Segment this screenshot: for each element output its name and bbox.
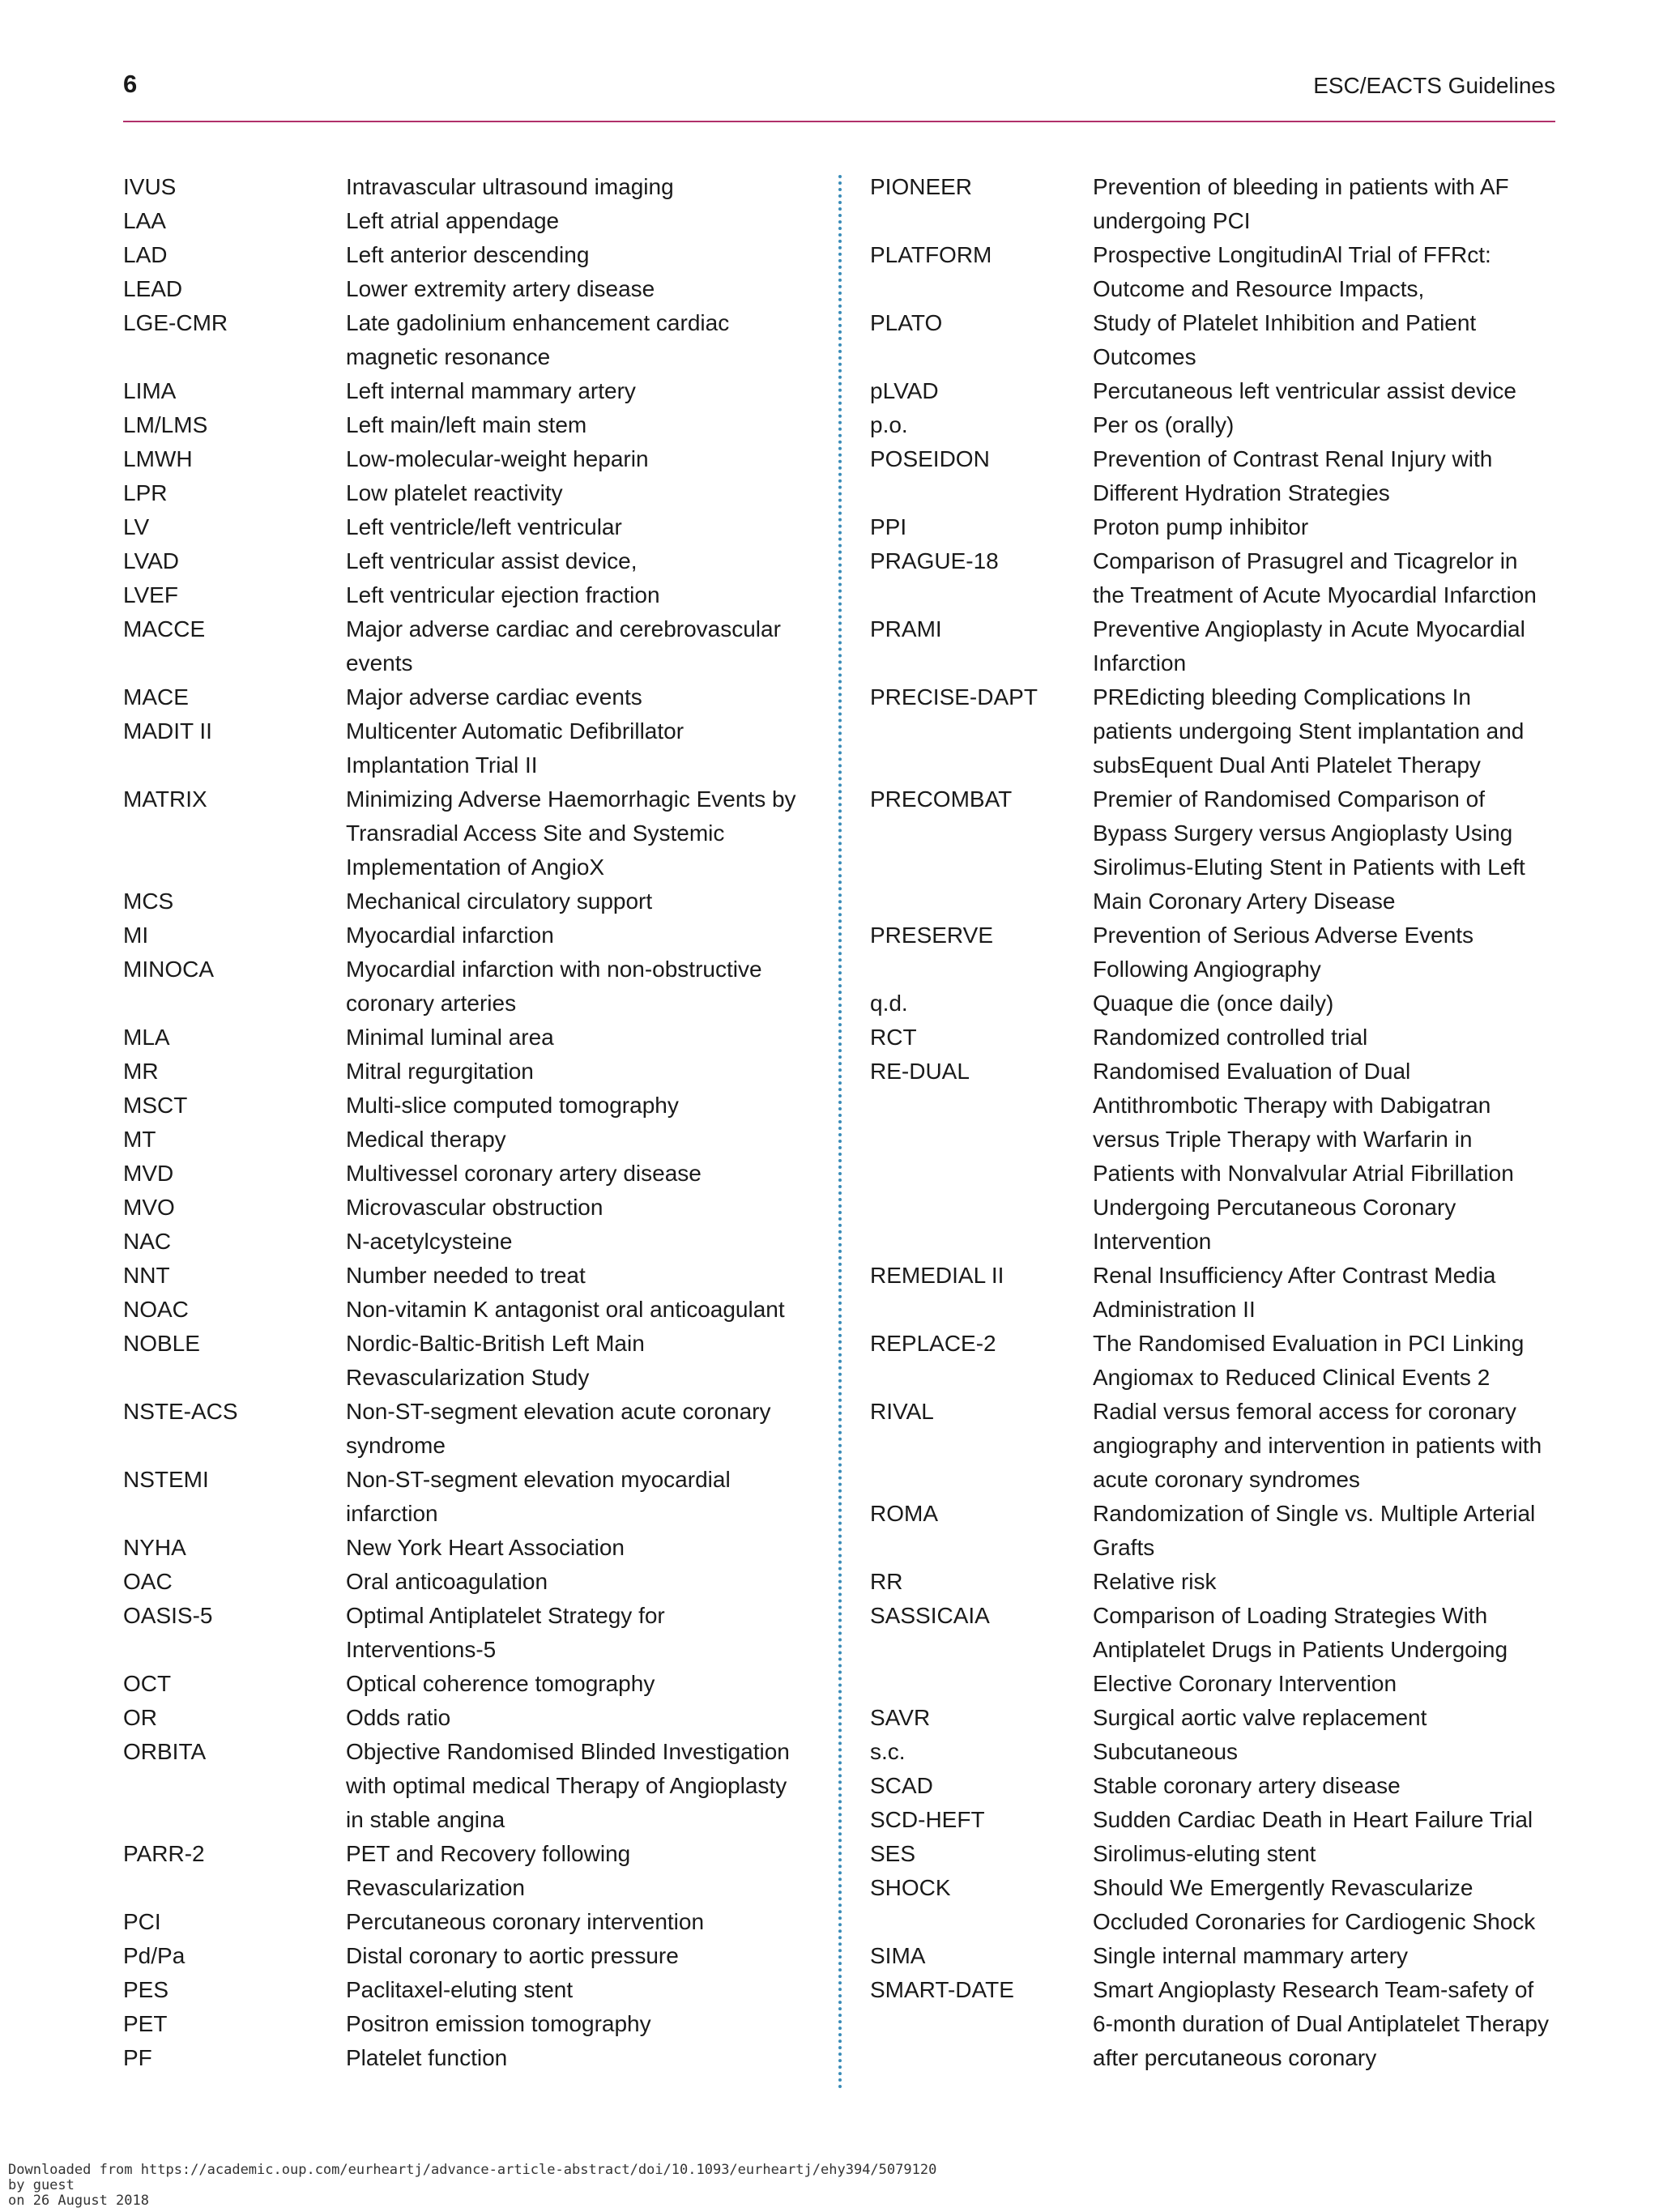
abbreviation-entry xyxy=(123,1565,804,1599)
abbreviation-entry xyxy=(870,1055,1550,1259)
abbreviation: PLATFORM xyxy=(870,242,992,267)
abbreviation-entry xyxy=(870,1871,1550,1939)
abbreviation: LAA xyxy=(123,208,166,233)
abbreviation-entry xyxy=(123,1293,804,1327)
abbreviation-definition: Randomization of Single vs. Multiple Arterial Grafts xyxy=(1093,1501,1536,1560)
abbreviation-entry xyxy=(123,1123,804,1157)
abbreviation: MT xyxy=(123,1127,156,1152)
abbreviation: LVEF xyxy=(123,582,178,607)
abbreviation-definition: Left ventricular assist device, xyxy=(346,548,638,573)
abbreviation-definition: Left atrial appendage xyxy=(346,208,560,233)
abbreviation: PRECOMBAT xyxy=(870,786,1013,812)
abbreviation-entry xyxy=(123,1157,804,1191)
abbreviation-entry xyxy=(123,1905,804,1939)
abbreviation: LV xyxy=(123,514,150,539)
abbreviation-entry xyxy=(870,1837,1550,1871)
abbreviation-definition: Medical therapy xyxy=(346,1127,506,1152)
abbreviation-entry xyxy=(123,782,804,884)
abbreviation-entry xyxy=(123,1463,804,1531)
abbreviation-definition: Left anterior descending xyxy=(346,242,590,267)
abbreviation: MCS xyxy=(123,889,174,914)
abbreviation-definition: Objective Randomised Blinded Investigation with optimal medical Therapy of Angioplasty in stable angina xyxy=(346,1739,790,1832)
abbreviation: NSTEMI xyxy=(123,1467,209,1492)
abbreviation-definition: Minimal luminal area xyxy=(346,1025,554,1050)
abbreviation: OAC xyxy=(123,1569,173,1594)
abbreviation-definition: Microvascular obstruction xyxy=(346,1195,603,1220)
abbreviation: RIVAL xyxy=(870,1399,934,1424)
abbreviation-definition: Comparison of Loading Strategies With Antiplatelet Drugs in Patients Undergoing Elective Coronary Intervention xyxy=(1093,1603,1508,1696)
abbreviation: MATRIX xyxy=(123,786,207,812)
abbreviation-definition: Preventive Angioplasty in Acute Myocardial Infarction xyxy=(1093,616,1525,676)
abbreviation-definition: Randomised Evaluation of Dual Antithrombotic Therapy with Dabigatran versus Triple Therapy with Warfarin in Patients with Nonvalvular Atrial Fibrillation Undergoing Percutaneous Coronary Intervention xyxy=(1093,1059,1514,1254)
abbreviation: RR xyxy=(870,1569,903,1594)
abbreviation: PET xyxy=(123,2011,168,2036)
abbreviation-definition: Comparison of Prasugrel and Ticagrelor in the Treatment of Acute Myocardial Infarction xyxy=(1093,548,1537,607)
abbreviation-definition: Left internal mammary artery xyxy=(346,378,636,403)
abbreviation: SASSICAIA xyxy=(870,1603,990,1628)
running-title: ESC/EACTS Guidelines xyxy=(1313,73,1555,98)
abbreviation-definition: PET and Recovery following Revascularization xyxy=(346,1841,631,1900)
abbreviation-definition: Radial versus femoral access for coronary angiography and intervention in patients with acute coronary syndromes xyxy=(1093,1399,1542,1492)
abbreviation-entry xyxy=(870,442,1550,510)
abbreviation: PES xyxy=(123,1977,169,2002)
abbreviation: PRAGUE-18 xyxy=(870,548,999,573)
abbreviation-entry xyxy=(123,1837,804,1905)
abbreviation-definition: Prevention of Serious Adverse Events Following Angiography xyxy=(1093,923,1474,982)
abbreviation-definition: Optical coherence tomography xyxy=(346,1671,655,1696)
abbreviation-entry xyxy=(870,1803,1550,1837)
abbreviation-definition: PREdicting bleeding Complications In patients undergoing Stent implantation and subsEquent Dual Anti Platelet Therapy xyxy=(1093,684,1525,778)
abbreviation: SMART-DATE xyxy=(870,1977,1014,2002)
abbreviation-entry xyxy=(870,1259,1550,1327)
abbreviation-entry xyxy=(870,918,1550,987)
abbreviation: SES xyxy=(870,1841,916,1866)
abbreviation-definition: Prevention of Contrast Renal Injury with Different Hydration Strategies xyxy=(1093,446,1493,505)
abbreviation: IVUS xyxy=(123,174,177,199)
abbreviation-definition: Non-ST-segment elevation myocardial infarction xyxy=(346,1467,731,1526)
abbreviation-entry xyxy=(123,544,804,578)
abbreviation: RCT xyxy=(870,1025,917,1050)
abbreviation-definition: Distal coronary to aortic pressure xyxy=(346,1943,679,1968)
abbreviation: PIONEER xyxy=(870,174,973,199)
abbreviation: PCI xyxy=(123,1909,161,1934)
abbreviation-definition: Intravascular ultrasound imaging xyxy=(346,174,674,199)
abbreviation-entry xyxy=(123,1735,804,1837)
abbreviation-entry xyxy=(123,578,804,612)
abbreviation-entry xyxy=(123,953,804,1021)
abbreviation: SIMA xyxy=(870,1943,926,1968)
abbreviation: ORBITA xyxy=(123,1739,207,1764)
abbreviation-definition: Non-vitamin K antagonist oral anticoagulant xyxy=(346,1297,785,1322)
abbreviation: MVD xyxy=(123,1161,174,1186)
abbreviation-entry xyxy=(870,1497,1550,1565)
abbreviation-entry xyxy=(870,306,1550,374)
abbreviation-entry xyxy=(870,1735,1550,1769)
abbreviation-definition: Randomized controlled trial xyxy=(1093,1025,1368,1050)
abbreviation-definition: Non-ST-segment elevation acute coronary syndrome xyxy=(346,1399,771,1458)
abbreviation-definition: Low-molecular-weight heparin xyxy=(346,446,649,471)
abbreviation-definition: Study of Platelet Inhibition and Patient Outcomes xyxy=(1093,310,1477,369)
abbreviation-entry xyxy=(123,306,804,374)
abbreviation-definition: Prevention of bleeding in patients with AF undergoing PCI xyxy=(1093,174,1509,233)
page-number: 6 xyxy=(123,70,138,98)
abbreviation-entry xyxy=(870,1327,1550,1395)
abbreviation-definition: Surgical aortic valve replacement xyxy=(1093,1705,1427,1730)
abbreviation: NOAC xyxy=(123,1297,189,1322)
abbreviation-definition: Left ventricle/left ventricular xyxy=(346,514,622,539)
abbreviation-definition: Low platelet reactivity xyxy=(346,480,563,505)
abbreviation-entry xyxy=(123,714,804,782)
abbreviation-entry xyxy=(123,442,804,476)
abbreviation-definition: Positron emission tomography xyxy=(346,2011,651,2036)
abbreviation-entry xyxy=(870,238,1550,306)
abbreviation-entry xyxy=(123,1395,804,1463)
abbreviation: LIMA xyxy=(123,378,177,403)
abbreviation-definition: Odds ratio xyxy=(346,1705,451,1730)
abbreviation-entry xyxy=(123,238,804,272)
abbreviation: MVO xyxy=(123,1195,175,1220)
abbreviation-entry xyxy=(123,510,804,544)
abbreviation: PRESERVE xyxy=(870,923,993,948)
abbreviation: PARR-2 xyxy=(123,1841,205,1866)
abbreviation-entry xyxy=(870,1769,1550,1803)
abbreviation-definition: Prospective LongitudinAl Trial of FFRct: Outcome and Resource Impacts, xyxy=(1093,242,1491,301)
abbreviation-definition: Nordic-Baltic-British Left Main Revascularization Study xyxy=(346,1331,645,1390)
abbreviation-definition: Relative risk xyxy=(1093,1569,1217,1594)
abbreviation-entry xyxy=(123,1973,804,2007)
abbreviation-entry xyxy=(123,1667,804,1701)
abbreviation-entry xyxy=(870,1973,1550,2075)
header-rule xyxy=(123,121,1555,122)
abbreviation-definition: Per os (orally) xyxy=(1093,412,1235,437)
abbreviation-entry xyxy=(870,374,1550,408)
abbreviation-entry xyxy=(870,1701,1550,1735)
download-note: Downloaded from https://academic.oup.com/eurheartj/advance-article-abstract/doi/10.1093/eurheartj/ehy394/5079120 by guest on 26 August 2018 xyxy=(8,2162,937,2209)
abbreviation-entry xyxy=(123,1599,804,1667)
abbreviation-definition: Multi-slice computed tomography xyxy=(346,1093,679,1118)
abbreviation-definition: N-acetylcysteine xyxy=(346,1229,513,1254)
abbreviation-entry xyxy=(123,1327,804,1395)
abbreviation-definition: Platelet function xyxy=(346,2045,508,2070)
abbreviation-entry xyxy=(123,1259,804,1293)
abbreviation: OASIS-5 xyxy=(123,1603,213,1628)
abbreviation-entry xyxy=(123,2041,804,2075)
abbreviation-definition: Late gadolinium enhancement cardiac magnetic resonance xyxy=(346,310,730,369)
abbreviation-definition: New York Heart Association xyxy=(346,1535,625,1560)
abbreviation-definition: Sirolimus-eluting stent xyxy=(1093,1841,1316,1866)
abbreviation: PRECISE-DAPT xyxy=(870,684,1038,710)
abbreviation-definition: Proton pump inhibitor xyxy=(1093,514,1309,539)
abbreviation-entry xyxy=(123,884,804,918)
abbreviation-entry xyxy=(870,1395,1550,1497)
abbreviation-entry xyxy=(870,544,1550,612)
abbreviation-definition: Renal Insufficiency After Contrast Media Administration II xyxy=(1093,1263,1496,1322)
abbreviation-definition: Should We Emergently Revascularize Occluded Coronaries for Cardiogenic Shock xyxy=(1093,1875,1536,1934)
abbreviation: NAC xyxy=(123,1229,172,1254)
abbreviation: NSTE-ACS xyxy=(123,1399,238,1424)
abbreviation-definition: Stable coronary artery disease xyxy=(1093,1773,1401,1798)
abbreviation: p.o. xyxy=(870,412,908,437)
abbreviation-definition: Subcutaneous xyxy=(1093,1739,1239,1764)
abbreviation: LVAD xyxy=(123,548,179,573)
abbreviation-entry xyxy=(870,987,1550,1021)
abbreviation-definition: Myocardial infarction with non-obstructive coronary arteries xyxy=(346,957,762,1016)
abbreviation-entry xyxy=(123,1055,804,1089)
abbreviation-entry xyxy=(870,1599,1550,1701)
abbreviation: MINOCA xyxy=(123,957,214,982)
abbreviation: MR xyxy=(123,1059,159,1084)
abbreviation-definition: Percutaneous left ventricular assist device xyxy=(1093,378,1516,403)
abbreviation: REPLACE-2 xyxy=(870,1331,996,1356)
abbreviation-definition: Mechanical circulatory support xyxy=(346,889,653,914)
abbreviation-definition: Left main/left main stem xyxy=(346,412,587,437)
abbreviation: PF xyxy=(123,2045,152,2070)
abbreviation: MSCT xyxy=(123,1093,188,1118)
abbreviation-definition: Mitral regurgitation xyxy=(346,1059,534,1084)
abbreviation: LGE-CMR xyxy=(123,310,228,335)
abbreviations-right-column xyxy=(870,170,1550,2075)
abbreviation-entry xyxy=(123,1191,804,1225)
abbreviation-entry xyxy=(123,918,804,953)
abbreviation: ROMA xyxy=(870,1501,938,1526)
abbreviation: PLATO xyxy=(870,310,943,335)
abbreviation: LAD xyxy=(123,242,168,267)
abbreviation: MACE xyxy=(123,684,189,710)
abbreviation-definition: Oral anticoagulation xyxy=(346,1569,548,1594)
abbreviation-definition: The Randomised Evaluation in PCI Linking Angiomax to Reduced Clinical Events 2 xyxy=(1093,1331,1525,1390)
abbreviation-definition: Percutaneous coronary intervention xyxy=(346,1909,705,1934)
abbreviation: LMWH xyxy=(123,446,193,471)
column-divider xyxy=(838,175,842,2091)
abbreviation-definition: Multicenter Automatic Defibrillator Implantation Trial II xyxy=(346,718,684,778)
abbreviation: OCT xyxy=(123,1671,172,1696)
abbreviation: MACCE xyxy=(123,616,206,641)
abbreviation: REMEDIAL II xyxy=(870,1263,1004,1288)
abbreviation-definition: Major adverse cardiac events xyxy=(346,684,642,710)
abbreviation-entry xyxy=(870,680,1550,782)
abbreviation-definition: Optimal Antiplatelet Strategy for Interventions-5 xyxy=(346,1603,665,1662)
abbreviation-entry xyxy=(870,1565,1550,1599)
abbreviation-definition: Minimizing Adverse Haemorrhagic Events by Transradial Access Site and Systemic Implementation of AngioX xyxy=(346,786,796,880)
abbreviation-entry xyxy=(123,680,804,714)
abbreviation-entry xyxy=(870,612,1550,680)
abbreviation-entry xyxy=(123,1225,804,1259)
abbreviation: SHOCK xyxy=(870,1875,951,1900)
abbreviation: MI xyxy=(123,923,149,948)
abbreviation: PPI xyxy=(870,514,907,539)
abbreviation-entry xyxy=(123,1089,804,1123)
abbreviation: SCAD xyxy=(870,1773,933,1798)
abbreviation: NNT xyxy=(123,1263,170,1288)
abbreviation-definition: Single internal mammary artery xyxy=(1093,1943,1409,1968)
abbreviation-definition: Multivessel coronary artery disease xyxy=(346,1161,702,1186)
abbreviation: pLVAD xyxy=(870,378,939,403)
abbreviation-entry xyxy=(123,204,804,238)
abbreviation: SCD-HEFT xyxy=(870,1807,985,1832)
abbreviation: RE-DUAL xyxy=(870,1059,970,1084)
abbreviation: LM/LMS xyxy=(123,412,208,437)
abbreviation-entry xyxy=(870,782,1550,918)
abbreviation-definition: Number needed to treat xyxy=(346,1263,586,1288)
abbreviation-entry xyxy=(123,374,804,408)
abbreviation-entry xyxy=(870,408,1550,442)
abbreviation-entry xyxy=(870,1021,1550,1055)
abbreviation: MADIT II xyxy=(123,718,212,744)
abbreviation-entry xyxy=(870,510,1550,544)
abbreviation-definition: Paclitaxel-eluting stent xyxy=(346,1977,574,2002)
abbreviation: PRAMI xyxy=(870,616,942,641)
abbreviation: LPR xyxy=(123,480,168,505)
abbreviation-definition: Premier of Randomised Comparison of Bypass Surgery versus Angioplasty Using Sirolimus-Eluting Stent in Patients with Left Main Coronary Artery Disease xyxy=(1093,786,1525,914)
abbreviation-definition: Left ventricular ejection fraction xyxy=(346,582,660,607)
abbreviation-entry xyxy=(870,170,1550,238)
abbreviation-entry xyxy=(123,1021,804,1055)
abbreviation-entry xyxy=(123,612,804,680)
abbreviation-definition: Smart Angioplasty Research Team-safety of 6-month duration of Dual Antiplatelet Therapy after percutaneous coronary xyxy=(1093,1977,1549,2070)
abbreviation-entry xyxy=(123,272,804,306)
abbreviation-definition: Lower extremity artery disease xyxy=(346,276,655,301)
abbreviation-entry xyxy=(123,1939,804,1973)
abbreviation-entry xyxy=(123,1701,804,1735)
abbreviation-definition: Major adverse cardiac and cerebrovascular events xyxy=(346,616,781,676)
abbreviation: SAVR xyxy=(870,1705,931,1730)
abbreviation: LEAD xyxy=(123,276,183,301)
abbreviation-definition: Sudden Cardiac Death in Heart Failure Trial xyxy=(1093,1807,1533,1832)
abbreviation-entry xyxy=(870,1939,1550,1973)
abbreviation: OR xyxy=(123,1705,157,1730)
abbreviation-entry xyxy=(123,476,804,510)
abbreviation-entry xyxy=(123,170,804,204)
abbreviation: POSEIDON xyxy=(870,446,990,471)
abbreviation: q.d. xyxy=(870,991,908,1016)
abbreviation-definition: Myocardial infarction xyxy=(346,923,554,948)
abbreviation-entry xyxy=(123,1531,804,1565)
abbreviation-definition: Quaque die (once daily) xyxy=(1093,991,1334,1016)
abbreviation: NOBLE xyxy=(123,1331,200,1356)
abbreviation: MLA xyxy=(123,1025,170,1050)
abbreviations-left-column xyxy=(123,170,804,2075)
abbreviation-entry xyxy=(123,408,804,442)
abbreviation: s.c. xyxy=(870,1739,906,1764)
abbreviation-entry xyxy=(123,2007,804,2041)
abbreviation: NYHA xyxy=(123,1535,186,1560)
abbreviation: Pd/Pa xyxy=(123,1943,186,1968)
